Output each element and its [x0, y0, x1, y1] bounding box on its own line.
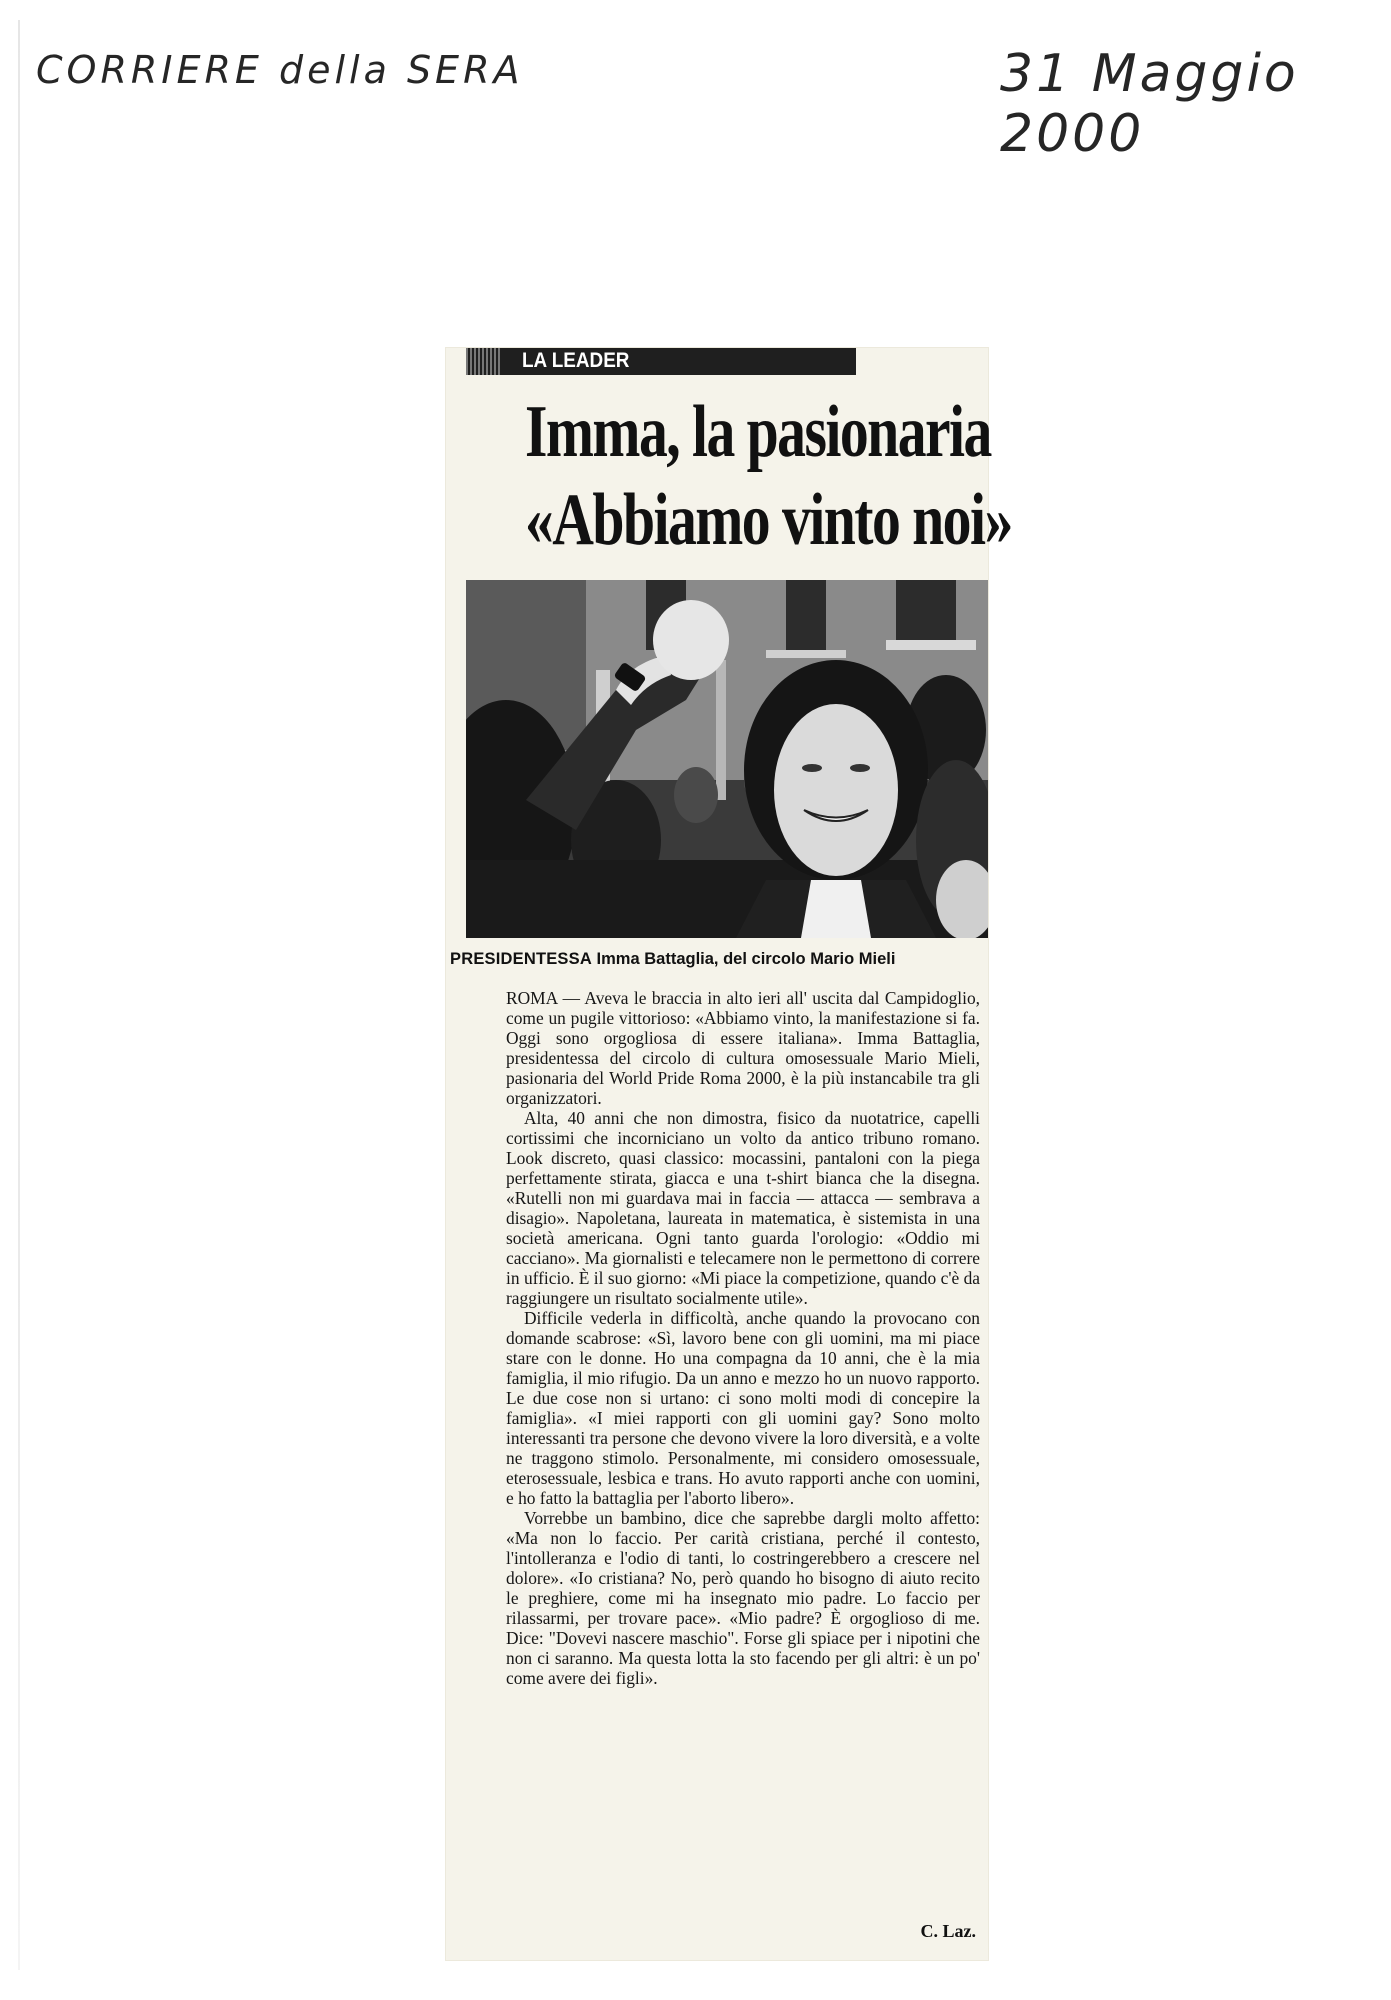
- caption-lead: PRESIDENTESSA: [450, 950, 592, 968]
- handwritten-source: CORRIERE della SERA: [36, 48, 524, 92]
- scan-edge: [18, 20, 20, 1970]
- photo-icon: [466, 580, 988, 938]
- headline: [525, 388, 1012, 564]
- article-paragraph: ROMA — Aveva le braccia in alto ieri all' uscita dal Campidoglio, come un pugile vittorioso: «Abbiamo vinto, la manifestazione si fa. Oggi sono orgogliosa di essere italiana». Imma Battaglia, presidentessa del circolo di cultura omosessuale Mario Mieli, pasionaria del World Pride Roma 2000, è la più instancabile tra gli organizzatori.: [506, 988, 980, 1108]
- photo-caption: [450, 950, 986, 969]
- kicker-stripes: [466, 348, 502, 375]
- newspaper-clipping: [446, 348, 1012, 1960]
- kicker-label: LA LEADER: [522, 349, 630, 372]
- article-body: [506, 988, 980, 1688]
- kicker-bar: [466, 348, 856, 375]
- author-signature: C. Laz.: [920, 1921, 976, 1941]
- headline-line-1: Imma, la pasionaria: [525, 391, 991, 473]
- article-paragraph: Difficile vederla in difficoltà, anche quando la provocano con domande scabrose: «Sì, lavoro bene con gli uomini, ma mi piace stare con le donne. Ho una compagna da 10 anni, che è la mia famiglia, il mio rifugio. Da un anno e mezzo ho un nuovo rapporto. Le due cose non si urtano: ci sono molti modi di concepire la famiglia». «I miei rapporti con gli uomini gay? Sono molto interessanti tra persone che devono vivere la loro diversità, e a volte ne traggono stimolo. Personalmente, mi considero omosessuale, eterosessuale, lesbica e trans. Ho avuto rapporti anche con uomini, e ho fatto la battaglia per l'aborto libero».: [506, 1308, 980, 1508]
- news-photo: [466, 580, 988, 938]
- headline-line-2: «Abbiamo vinto noi»: [525, 479, 1012, 561]
- caption-text: Imma Battaglia, del circolo Mario Mieli: [591, 950, 896, 968]
- article-paragraph: Vorrebbe un bambino, dice che saprebbe dargli molto affetto: «Ma non lo faccio. Per carità cristiana, perché il contesto, l'intolleranza e l'odio di tanti, lo costringerebbero a crescere nel dolore». «Io cristiana? No, però quando ho bisogno di aiuto recito le preghiere, come mi ha insegnato mio padre. Lo faccio per rilassarmi, per trovare pace». «Mio padre? È orgoglioso di me. Dice: "Dovevi nascere maschio". Forse gli spiace per i nipotini che non ci saranno. Ma questa lotta la sto facendo per gli altri: è un po' come avere dei figli».: [506, 1508, 980, 1688]
- handwritten-date: 31 Maggio 2000: [1000, 44, 1299, 164]
- article-paragraph: Alta, 40 anni che non dimostra, fisico da nuotatrice, capelli cortissimi che incorniciano un volto da antico tribuno romano. Look discreto, quasi classico: mocassini, pantaloni con la piega perfettamente stirata, giacca e una t-shirt bianca che la disegna. «Rutelli non mi guardava mai in faccia — attacca — sembrava a disagio». Napoletana, laureata in matematica, è sistemista in una società americana. Ogni tanto guarda l'orologio: «Oddio mi cacciano». Ma giornalisti e telecamere non le permettono di correre in ufficio. È il suo giorno: «Mi piace la competizione, quando c'è da raggiungere un risultato socialmente utile».: [506, 1108, 980, 1308]
